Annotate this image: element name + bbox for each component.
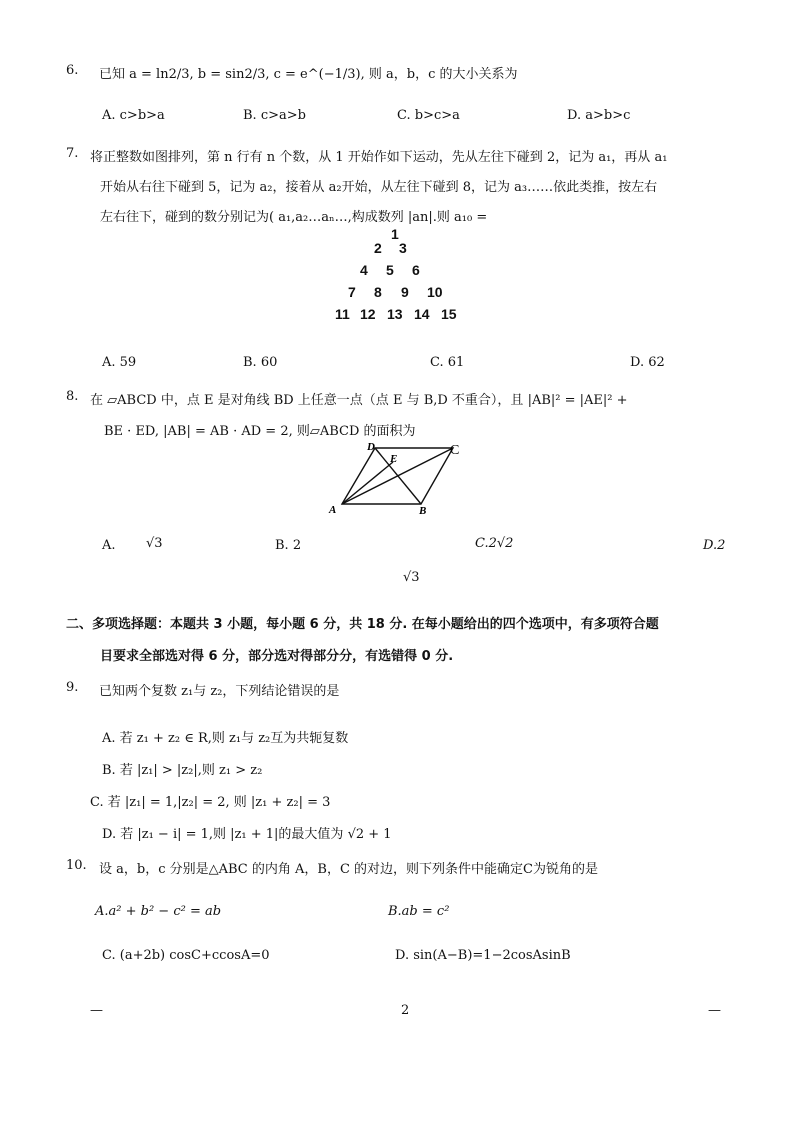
q6-option-b: B. c>a>b [243,108,306,123]
figure-label-b: B [419,505,427,517]
page-number: 2 [401,1003,410,1018]
q8-line2: BE · ED, |AB| = AB · AD = 2, 则▱ABCD 的面积为 [104,424,416,439]
triangle-cell: 14 [414,306,430,322]
q6-number: 6. [66,63,79,78]
figure-label-a: A [329,504,337,516]
triangle-cell: 9 [401,284,409,300]
triangle-cell: 3 [399,240,407,256]
triangle-cell: 13 [387,306,403,322]
figure-label-d: D [367,441,375,453]
q9-stem: 已知两个复数 z₁与 z₂，下列结论错误的是 [99,684,340,699]
q7-line1: 将正整数如图排列，第 n 行有 n 个数，从 1 开始作如下运动，先从左往下碰到 2，记为 a₁，再从 a₁ [90,150,668,165]
q7-option-b: B. 60 [243,355,278,370]
q7-option-a: A. 59 [102,355,137,370]
q9-option-b: B. 若 |z₁| > |z₂|,则 z₁ > z₂ [102,763,263,778]
triangle-cell: 12 [360,306,376,322]
q8-number: 8. [66,389,79,404]
q8-option-d-value: √3 [403,570,420,585]
figure-label-c: C [450,443,460,458]
footer-left-dash: — [90,1003,103,1018]
q8-option-b: B. 2 [275,538,302,553]
q7-number: 7. [66,146,79,161]
q7-option-c: C. 61 [430,355,465,370]
q7-line3: 左右往下，碰到的数分别记为( a₁,a₂…aₙ…,构成数列 |an|.则 a₁₀ = [100,210,488,225]
triangle-cell: 6 [412,262,420,278]
q7-line2: 开始从右往下碰到 5，记为 a₂，接着从 a₂开始，从左往下碰到 8，记为 a₃……依此类推，按左右 [100,180,658,195]
q6-option-d: D. a>b>c [567,108,631,123]
triangle-cell: 7 [348,284,356,300]
q9-option-a: A. 若 z₁ + z₂ ∈ R,则 z₁与 z₂互为共轭复数 [102,731,349,746]
q10-option-a: A.a² + b² − c² = ab [95,904,222,919]
q6-stem: 已知 a = ln2/3, b = sin2/3, c = e^(−1/3), 则 a，b，c 的大小关系为 [99,67,518,82]
q8-option-a-value: √3 [146,536,163,551]
q10-option-b: B.ab = c² [388,904,450,919]
section2-heading-line1: 二、多项选择题：本题共 3 小题，每小题 6 分，共 18 分. 在每小题给出的四个选项中，有多项符合题 [66,617,659,632]
q8-option-a: A. [102,538,116,553]
q8-line1: 在 ▱ABCD 中，点 E 是对角线 BD 上任意一点（点 E 与 B,D 不重合），且 |AB|² = |AE|² + [90,393,628,408]
triangle-cell: 10 [427,284,443,300]
parallelogram-figure [325,438,475,518]
triangle-cell: 4 [360,262,368,278]
q8-option-d: D.2 [703,538,726,553]
q8-option-c: C.2√2 [475,536,514,551]
triangle-cell: 2 [374,240,382,256]
q10-option-d: D. sin(A−B)=1−2cosAsinB [395,948,571,963]
q6-option-c: C. b>c>a [397,108,460,123]
q9-option-d: D. 若 |z₁ − i| = 1,则 |z₁ + 1|的最大值为 √2 + 1 [102,827,392,842]
triangle-cell: 15 [441,306,457,322]
q10-option-c: C. (a+2b) cosC+ccosA=0 [102,948,270,963]
footer-right-dash: — [708,1003,721,1018]
section2-heading-line2: 目要求全部选对得 6 分，部分选对得部分分，有选错得 0 分. [100,649,454,664]
q7-option-d: D. 62 [630,355,665,370]
q9-number: 9. [66,680,79,695]
triangle-cell: 11 [335,306,350,322]
q6-option-a: A. c>b>a [102,108,165,123]
triangle-cell: 8 [374,284,382,300]
triangle-cell: 1 [391,226,399,242]
q9-option-c: C. 若 |z₁| = 1,|z₂| = 2, 则 |z₁ + z₂| = 3 [90,795,331,810]
q10-stem: 设 a，b，c 分别是△ABC 的内角 A，B，C 的对边，则下列条件中能确定C为锐角的是 [99,862,598,877]
figure-label-e: E [390,453,398,465]
q10-number: 10. [66,858,87,873]
triangle-cell: 5 [386,262,394,278]
